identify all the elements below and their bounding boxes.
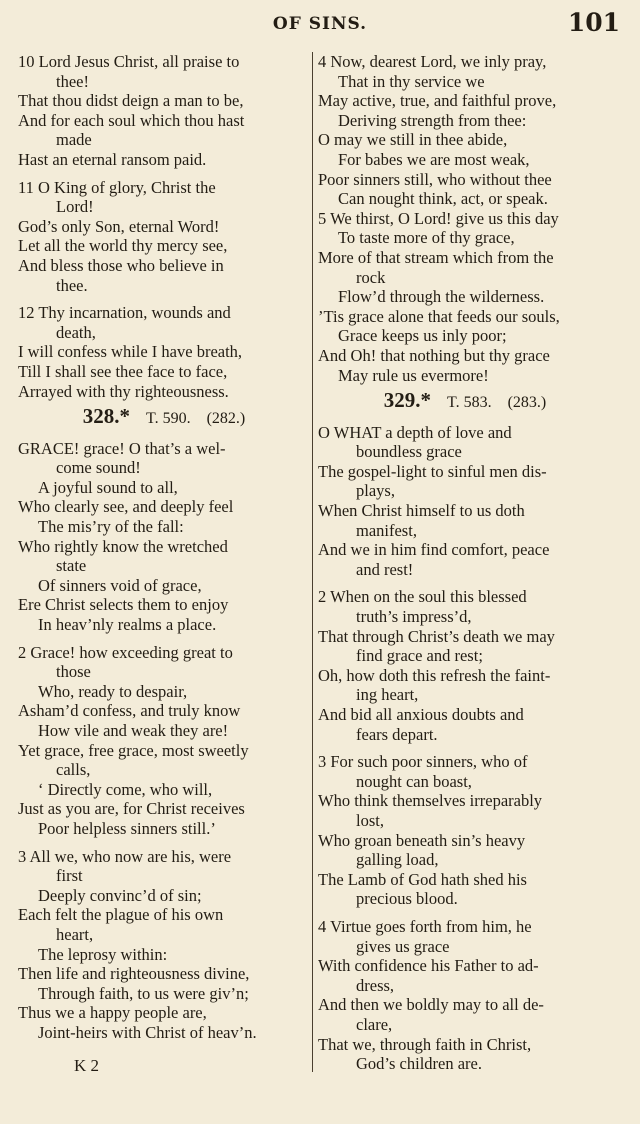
- verse-line: made: [56, 130, 92, 150]
- verse-line: heart,: [56, 924, 94, 944]
- verse-line: gives us grace: [356, 936, 450, 956]
- verse-line: 2 When on the soul this blessed: [318, 587, 527, 607]
- verse-line: God’s children are.: [356, 1054, 482, 1074]
- verse-line: A joyful sound to all,: [38, 477, 178, 497]
- verse-line: Just as you are, for Christ receives: [18, 799, 245, 819]
- page-number: 101: [567, 8, 620, 37]
- verse-line: Yet grace, free grace, most sweetly: [18, 740, 249, 760]
- stanza-gap: [318, 744, 612, 752]
- verse-line: 4 Now, dearest Lord, we inly pray,: [318, 52, 547, 71]
- verse-line: In heav’nly realms a place.: [38, 615, 217, 635]
- verse-line: And bless those who believe in: [18, 255, 224, 275]
- verse-line: Oh, how doth this refresh the faint-: [318, 665, 551, 685]
- verse-line: Poor helpless sinners still.’: [38, 818, 216, 838]
- verse-line: Can nought think, act, or speak.: [338, 189, 548, 209]
- verse-line: thee.: [56, 275, 88, 295]
- verse-line: Poor sinners still, who without thee: [318, 169, 552, 189]
- verse-line: ’Tis grace alone that feeds our souls,: [318, 306, 560, 326]
- verse-line: 11 O King of glory, Christ the: [18, 177, 216, 197]
- signature-mark: K 2: [74, 1056, 100, 1075]
- stanza-gap: [318, 909, 612, 917]
- verse-line: 12 Thy incarnation, wounds and: [18, 303, 231, 323]
- stanza-gap: [18, 170, 310, 178]
- column-divider: [312, 52, 313, 1072]
- verse-line: Lord!: [56, 197, 94, 217]
- verse-line: manifest,: [356, 520, 417, 540]
- verse-line: Of sinners void of grace,: [38, 575, 202, 595]
- verse-line: 10 Lord Jesus Christ, all praise to: [18, 52, 240, 71]
- verse-line: nought can boast,: [356, 771, 472, 791]
- stanza-gap: [318, 579, 612, 587]
- right-column: [318, 52, 612, 1074]
- verse-line: Hast an eternal ransom paid.: [18, 149, 207, 169]
- verse-line: Each felt the plague of his own: [18, 905, 224, 925]
- verse-line: Thus we a happy people are,: [18, 1003, 207, 1023]
- hymn-reference: (283.): [507, 394, 547, 412]
- verse-line: Asham’d confess, and truly know: [18, 701, 241, 721]
- verse-line: O WHAT a depth of love and: [318, 422, 512, 442]
- verse-line: Then life and righteousness divine,: [18, 964, 250, 984]
- verse-line: and rest!: [356, 559, 414, 579]
- verse-line: Arrayed with thy righteousness.: [18, 381, 229, 401]
- verse-line: And Oh! that nothing but thy grace: [318, 345, 550, 365]
- verse-line: Who rightly know the wretched: [18, 536, 228, 556]
- verse-line: plays,: [356, 481, 395, 501]
- verse-line: I will confess while I have breath,: [18, 342, 243, 362]
- page-header: [0, 8, 640, 42]
- verse-line: death,: [56, 322, 96, 342]
- hymn-number: 328.*: [82, 404, 130, 429]
- verse-line: ‘ Directly come, who will,: [38, 779, 213, 799]
- hymn-number: 329.*: [383, 388, 431, 413]
- verse-line: To taste more of thy grace,: [338, 228, 515, 248]
- verse-line: The gospel-light to sinful men dis-: [318, 461, 547, 481]
- verse-line: Who think themselves irreparably: [318, 791, 543, 811]
- verse-line: Grace keeps us inly poor;: [338, 326, 507, 346]
- verse-line: The mis’ry of the fall:: [38, 517, 184, 537]
- verse-line: calls,: [56, 760, 91, 780]
- stanza-gap: [18, 295, 310, 303]
- verse-line: Through faith, to us were giv’n;: [38, 983, 249, 1003]
- left-column: [18, 52, 310, 1043]
- verse-line: fears depart.: [356, 724, 438, 744]
- verse-line: 4 Virtue goes forth from him, he: [318, 916, 532, 936]
- stanza-gap: [18, 839, 310, 847]
- verse-line: 2 Grace! how exceeding great to: [18, 642, 233, 662]
- running-title: OF SINS.: [272, 14, 368, 34]
- verse-line: those: [56, 662, 91, 682]
- verse-line: first: [56, 866, 83, 886]
- verse-line: lost,: [356, 810, 384, 830]
- verse-line: thee!: [56, 71, 89, 91]
- verse-line: find grace and rest;: [356, 646, 483, 666]
- verse-line: The Lamb of God hath shed his: [318, 869, 527, 889]
- hymn-heading: [318, 388, 612, 413]
- verse-line: Who groan beneath sin’s heavy: [318, 830, 526, 850]
- verse-line: And bid all anxious doubts and: [318, 705, 524, 724]
- verse-line: Till I shall see thee face to face,: [18, 361, 228, 381]
- verse-line: dress,: [356, 975, 395, 995]
- verse-line: God’s only Son, eternal Word!: [18, 216, 220, 236]
- verse-line: How vile and weak they are!: [38, 721, 229, 740]
- verse-line: Joint-heirs with Christ of heav’n.: [38, 1022, 257, 1042]
- verse-line: With confidence his Father to ad-: [318, 956, 539, 976]
- verse-line: May rule us evermore!: [338, 365, 489, 385]
- verse-line: 3 All we, who now are his, were: [18, 846, 232, 866]
- verse-line: 3 For such poor sinners, who of: [318, 752, 528, 772]
- verse-line: Ere Christ selects them to enjoy: [18, 595, 229, 615]
- verse-line: rock: [356, 267, 386, 287]
- verse-line: Who clearly see, and deeply feel: [18, 497, 234, 517]
- verse-line: That in thy service we: [338, 71, 485, 91]
- verse-line: For babes we are most weak,: [338, 149, 530, 169]
- verse-line: state: [56, 556, 87, 576]
- hymn-tune: T. 583.: [447, 394, 492, 412]
- hymn-heading: [18, 404, 310, 429]
- verse-line: truth’s impress’d,: [356, 607, 472, 627]
- verse-line: galling load,: [356, 850, 439, 870]
- stanza-gap: [18, 635, 310, 643]
- hymn-reference: (282.): [206, 410, 246, 428]
- verse-line: That through Christ’s death we may: [318, 626, 555, 646]
- verse-line: Flow’d through the wilderness.: [338, 287, 545, 307]
- hymn-tune: T. 590.: [146, 410, 191, 428]
- verse-line: And for each soul which thou hast: [18, 110, 245, 130]
- verse-line: Who, ready to despair,: [38, 681, 188, 701]
- verse-line: clare,: [356, 1014, 393, 1034]
- verse-line: GRACE! grace! O that’s a wel-: [18, 438, 226, 458]
- verse-line: May active, true, and faithful prove,: [318, 91, 557, 111]
- verse-line: That thou didst deign a man to be,: [18, 91, 244, 111]
- verse-line: That we, through faith in Christ,: [318, 1034, 532, 1054]
- verse-line: When Christ himself to us doth: [318, 501, 525, 521]
- verse-line: 5 We thirst, O Lord! give us this day: [318, 208, 559, 228]
- verse-line: precious blood.: [356, 889, 458, 909]
- verse-line: More of that stream which from the: [318, 247, 554, 267]
- verse-line: And we in him find comfort, peace: [318, 540, 550, 560]
- verse-line: boundless grace: [356, 442, 462, 462]
- verse-line: ing heart,: [356, 685, 419, 705]
- verse-line: Deeply convinc’d of sin;: [38, 885, 202, 905]
- verse-line: The leprosy within:: [38, 944, 168, 964]
- verse-line: And then we boldly may to all de-: [318, 995, 544, 1015]
- verse-line: Let all the world thy mercy see,: [18, 236, 228, 256]
- verse-line: O may we still in thee abide,: [318, 130, 508, 150]
- verse-line: Deriving strength from thee:: [338, 110, 527, 130]
- verse-line: come sound!: [56, 458, 141, 478]
